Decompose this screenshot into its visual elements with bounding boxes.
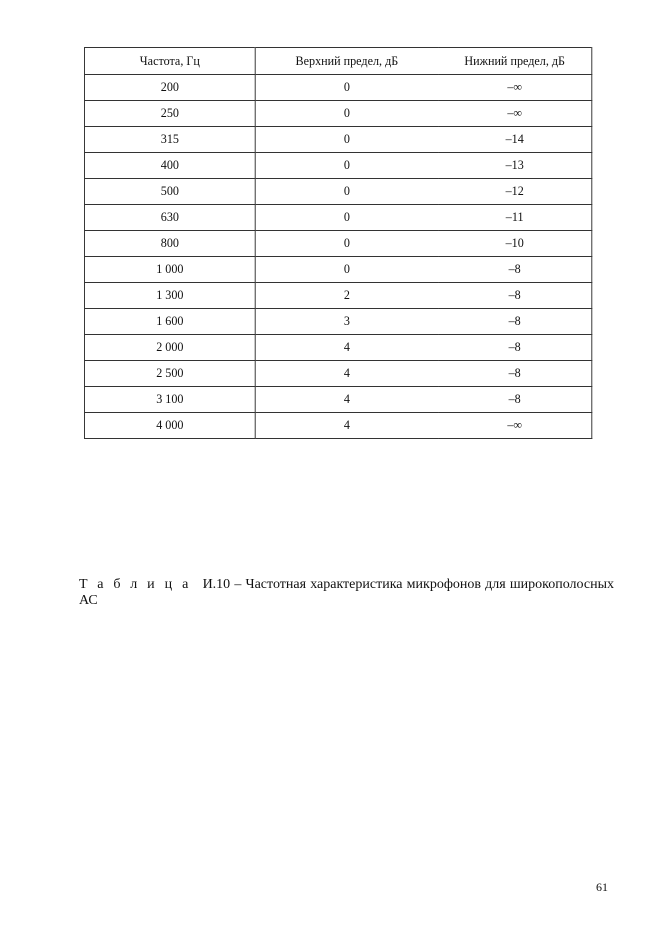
table-row [84,153,591,179]
cell-lower-limit: –8 [438,361,592,387]
cell-upper-limit: 0 [255,257,438,283]
cell-frequency: 400 [84,153,255,179]
cell-frequency: 800 [84,231,255,257]
cell-lower-limit: –11 [438,205,592,231]
cell-upper-limit: 0 [255,231,438,257]
cell-frequency: 4 000 [84,413,255,439]
header-upper-limit: Верхний предел, дБ [255,48,438,75]
cell-frequency: 3 100 [84,387,255,413]
cell-lower-limit: –13 [438,153,592,179]
cell-upper-limit: 4 [255,335,438,361]
cell-frequency: 1 000 [84,257,255,283]
table-row [84,361,591,387]
table-row [84,283,591,309]
cell-frequency: 250 [84,101,255,127]
frequency-response-table [84,47,592,439]
table-row [84,75,591,101]
table-row [84,257,591,283]
header-lower-limit: Нижний предел, дБ [438,48,592,75]
cell-lower-limit: –∞ [438,413,592,439]
cell-lower-limit: –8 [438,283,592,309]
header-frequency: Частота, Гц [84,48,255,75]
table-row [84,231,591,257]
cell-frequency: 2 000 [84,335,255,361]
cell-lower-limit: –8 [438,335,592,361]
cell-upper-limit: 2 [255,283,438,309]
cell-upper-limit: 0 [255,179,438,205]
cell-lower-limit: –8 [438,257,592,283]
cell-upper-limit: 4 [255,413,438,439]
cell-lower-limit: –∞ [438,75,592,101]
cell-frequency: 200 [84,75,255,101]
table-row [84,335,591,361]
cell-lower-limit: –10 [438,231,592,257]
caption-label: Таблица [79,577,199,592]
cell-lower-limit: –14 [438,127,592,153]
table-row [84,179,591,205]
table-header-row [84,48,591,75]
cell-lower-limit: –8 [438,387,592,413]
cell-upper-limit: 0 [255,127,438,153]
cell-frequency: 1 600 [84,309,255,335]
cell-lower-limit: –∞ [438,101,592,127]
cell-upper-limit: 0 [255,205,438,231]
table-row [84,127,591,153]
cell-frequency: 2 500 [84,361,255,387]
cell-upper-limit: 4 [255,387,438,413]
table-row [84,413,591,439]
table-row [84,309,591,335]
table-row [84,101,591,127]
cell-frequency: 315 [84,127,255,153]
cell-upper-limit: 3 [255,309,438,335]
cell-upper-limit: 0 [255,101,438,127]
cell-upper-limit: 4 [255,361,438,387]
cell-frequency: 1 300 [84,283,255,309]
cell-frequency: 500 [84,179,255,205]
cell-upper-limit: 0 [255,75,438,101]
page-number: 61 [596,880,608,894]
cell-lower-limit: –12 [438,179,592,205]
table-caption [79,577,614,609]
cell-lower-limit: –8 [438,309,592,335]
table-row [84,387,591,413]
caption-text: И.10 – Частотная характеристика микрофонов для широкополосных АС [79,577,614,608]
table-row [84,205,591,231]
cell-frequency: 630 [84,205,255,231]
cell-upper-limit: 0 [255,153,438,179]
